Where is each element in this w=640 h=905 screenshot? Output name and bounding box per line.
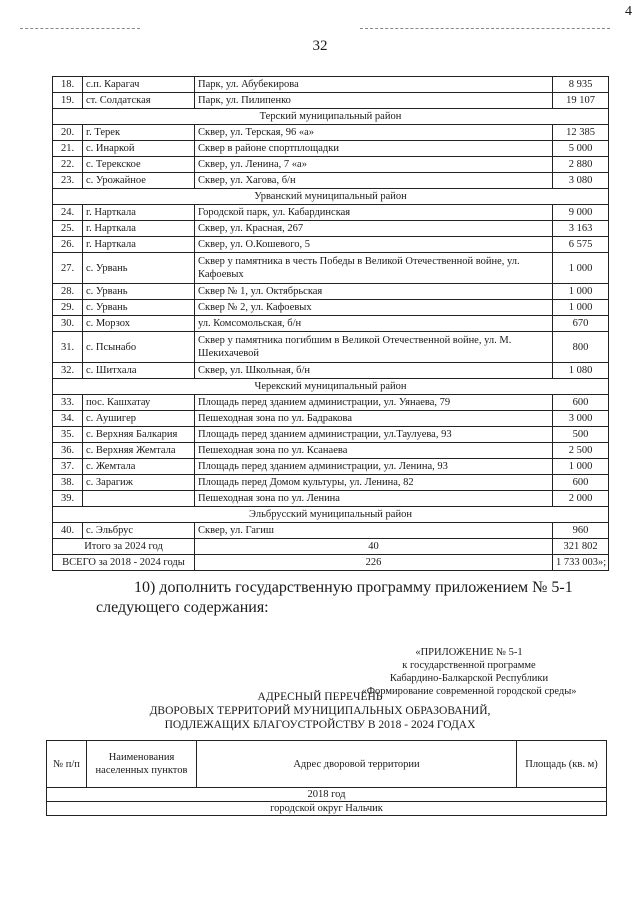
address-cell: Сквер, ул. О.Кошевого, 5 — [195, 237, 553, 253]
row-number: 19. — [53, 93, 83, 109]
address-cell: Сквер, ул. Ленина, 7 «а» — [195, 157, 553, 173]
year-label: 2018 год — [47, 788, 607, 802]
table-row — [53, 157, 609, 173]
address-cell: Сквер у памятника в честь Победы в Великой Отечественной войне, ул. Кафоевых — [195, 253, 553, 284]
row-number: 39. — [53, 491, 83, 507]
col-header-address: Адрес дворовой территории — [197, 741, 517, 788]
scan-artifact-line — [20, 28, 140, 29]
settlement-cell: с. Зарагиж — [83, 475, 195, 491]
settlement-cell: с. Жемтала — [83, 459, 195, 475]
area-cell: 3 000 — [553, 411, 609, 427]
area-cell: 3 080 — [553, 173, 609, 189]
address-cell: Сквер № 1, ул. Октябрьская — [195, 284, 553, 300]
row-number: 21. — [53, 141, 83, 157]
district-label: городской округ Нальчик — [47, 802, 607, 816]
address-cell: Пешеходная зона по ул. Ксанаева — [195, 443, 553, 459]
row-number: 35. — [53, 427, 83, 443]
address-cell: Сквер, ул. Школьная, б/н — [195, 363, 553, 379]
settlement-cell: г. Нарткала — [83, 205, 195, 221]
address-cell: Городской парк, ул. Кабардинская — [195, 205, 553, 221]
district-row — [53, 379, 609, 395]
area-cell: 600 — [553, 475, 609, 491]
total-count: 226 — [195, 555, 553, 571]
settlement-cell: с. Урвань — [83, 284, 195, 300]
area-cell: 9 000 — [553, 205, 609, 221]
area-cell: 500 — [553, 427, 609, 443]
area-cell: 600 — [553, 395, 609, 411]
area-cell: 1 000 — [553, 300, 609, 316]
row-number: 25. — [53, 221, 83, 237]
total-area: 321 802 — [553, 539, 609, 555]
row-number: 26. — [53, 237, 83, 253]
address-cell: Сквер, ул. Терская, 96 «а» — [195, 125, 553, 141]
title-line: ПОДЛЕЖАЩИХ БЛАГОУСТРОЙСТВУ В 2018 - 2024 ГОДАХ — [164, 719, 476, 731]
paragraph-line: следующего содержания: — [96, 599, 269, 616]
address-cell: Парк, ул. Абубекирова — [195, 77, 553, 93]
settlement-cell: с. Урожайное — [83, 173, 195, 189]
total-area: 1 733 003»; — [553, 555, 609, 571]
title-line: АДРЕСНЫЙ ПЕРЕЧЕНЬ — [257, 691, 383, 703]
table-row — [53, 173, 609, 189]
district-row — [53, 507, 609, 523]
settlement-cell: с. Верхняя Жемтала — [83, 443, 195, 459]
address-cell: Площадь перед Домом культуры, ул. Ленина, 82 — [195, 475, 553, 491]
table-row — [53, 475, 609, 491]
table-row — [53, 237, 609, 253]
settlement-cell: с.п. Карагач — [83, 77, 195, 93]
district-row — [47, 802, 607, 816]
appendix-line: Кабардино-Балкарской Республики — [389, 673, 549, 684]
area-cell: 2 880 — [553, 157, 609, 173]
total-label: Итого за 2024 год — [53, 539, 195, 555]
table-row — [53, 93, 609, 109]
corner-mark: 4 — [625, 4, 632, 19]
total-count: 40 — [195, 539, 553, 555]
row-number: 30. — [53, 316, 83, 332]
row-number: 18. — [53, 77, 83, 93]
area-cell: 2 500 — [553, 443, 609, 459]
table-row — [53, 459, 609, 475]
settlement-cell: г. Терек — [83, 125, 195, 141]
title-line: ДВОРОВЫХ ТЕРРИТОРИЙ МУНИЦИПАЛЬНЫХ ОБРАЗОВАНИЙ, — [149, 705, 491, 717]
row-number: 40. — [53, 523, 83, 539]
address-cell: Пешеходная зона по ул. Бадракова — [195, 411, 553, 427]
row-number: 27. — [53, 253, 83, 284]
table-row — [53, 523, 609, 539]
year-row — [47, 788, 607, 802]
row-number: 33. — [53, 395, 83, 411]
table-header-row — [47, 741, 607, 788]
table-row — [53, 363, 609, 379]
table-row — [53, 300, 609, 316]
appendix-line: «Формирование современной городской среды» — [361, 686, 577, 697]
area-cell: 670 — [553, 316, 609, 332]
total-label: ВСЕГО за 2018 - 2024 годы — [53, 555, 195, 571]
district-row — [53, 189, 609, 205]
district-title: Эльбрусский муниципальный район — [53, 507, 609, 523]
address-cell: Площадь перед зданием администрации, ул.Таулуева, 93 — [195, 427, 553, 443]
row-number: 37. — [53, 459, 83, 475]
area-cell: 12 385 — [553, 125, 609, 141]
row-number: 29. — [53, 300, 83, 316]
total-row — [53, 539, 609, 555]
col-header-no: № п/п — [47, 741, 87, 788]
address-cell: Площадь перед зданием администрации, ул. Уянаева, 79 — [195, 395, 553, 411]
settlement-cell: с. Эльбрус — [83, 523, 195, 539]
settlement-cell: с. Шитхала — [83, 363, 195, 379]
table-row — [53, 205, 609, 221]
settlement-cell: с. Инаркой — [83, 141, 195, 157]
settlement-cell: с. Псынабо — [83, 332, 195, 363]
district-title: Черекский муниципальный район — [53, 379, 609, 395]
area-cell: 960 — [553, 523, 609, 539]
address-cell: Сквер у памятника погибшим в Великой Отечественной войне, ул. М. Шекихачевой — [195, 332, 553, 363]
document-title — [120, 690, 520, 732]
address-cell: Сквер, ул. Гагиш — [195, 523, 553, 539]
row-number: 32. — [53, 363, 83, 379]
address-cell: Пешеходная зона по ул. Ленина — [195, 491, 553, 507]
row-number: 31. — [53, 332, 83, 363]
table-row — [53, 395, 609, 411]
area-cell: 19 107 — [553, 93, 609, 109]
appendix-line: «ПРИЛОЖЕНИЕ № 5-1 — [415, 647, 523, 658]
amendment-paragraph — [96, 578, 576, 618]
page-number: 32 — [312, 38, 328, 54]
table-row — [53, 332, 609, 363]
yards-table — [46, 740, 607, 816]
area-cell: 1 000 — [553, 284, 609, 300]
table-row — [53, 253, 609, 284]
area-cell: 6 575 — [553, 237, 609, 253]
district-row — [53, 109, 609, 125]
settlement-cell: г. Нарткала — [83, 237, 195, 253]
row-number: 24. — [53, 205, 83, 221]
row-number: 20. — [53, 125, 83, 141]
table-row — [53, 443, 609, 459]
district-title: Терский муниципальный район — [53, 109, 609, 125]
settlement-cell: с. Верхняя Балкария — [83, 427, 195, 443]
settlement-cell: с. Урвань — [83, 300, 195, 316]
settlement-cell: г. Нарткала — [83, 221, 195, 237]
address-cell: Сквер, ул. Хагова, б/н — [195, 173, 553, 189]
address-cell: Сквер № 2, ул. Кафоевых — [195, 300, 553, 316]
area-cell: 800 — [553, 332, 609, 363]
address-cell: Сквер, ул. Красная, 267 — [195, 221, 553, 237]
address-cell: Площадь перед зданием администрации, ул. Ленина, 93 — [195, 459, 553, 475]
table-row — [53, 316, 609, 332]
paragraph-line: 10) дополнить государственную программу приложением № 5-1 — [134, 579, 573, 596]
address-cell: Сквер в районе спортплощадки — [195, 141, 553, 157]
area-cell: 1 000 — [553, 459, 609, 475]
scan-artifact-line — [360, 28, 610, 29]
col-header-area: Площадь (кв. м) — [517, 741, 607, 788]
row-number: 34. — [53, 411, 83, 427]
area-cell: 1 000 — [553, 253, 609, 284]
area-cell: 3 163 — [553, 221, 609, 237]
table-row — [53, 77, 609, 93]
table-row — [53, 125, 609, 141]
row-number: 36. — [53, 443, 83, 459]
settlement-cell — [83, 491, 195, 507]
table-row — [53, 427, 609, 443]
table-row — [53, 491, 609, 507]
address-cell: Парк, ул. Пилипенко — [195, 93, 553, 109]
area-cell: 2 000 — [553, 491, 609, 507]
district-title: Урванский муниципальный район — [53, 189, 609, 205]
settlement-cell: с. Урвань — [83, 253, 195, 284]
area-cell: 8 935 — [553, 77, 609, 93]
row-number: 28. — [53, 284, 83, 300]
address-cell: ул. Комсомольская, б/н — [195, 316, 553, 332]
col-header-settlement: Наименования населенных пунктов — [87, 741, 197, 788]
total-row — [53, 555, 609, 571]
appendix-line: к государственной программе — [402, 660, 536, 671]
settlement-cell: пос. Кашхатау — [83, 395, 195, 411]
table-row — [53, 284, 609, 300]
settlement-cell: ст. Солдатская — [83, 93, 195, 109]
parks-table — [52, 76, 609, 571]
row-number: 38. — [53, 475, 83, 491]
table-row — [53, 221, 609, 237]
area-cell: 1 080 — [553, 363, 609, 379]
settlement-cell: с. Терекское — [83, 157, 195, 173]
settlement-cell: с. Морзох — [83, 316, 195, 332]
settlement-cell: с. Аушигер — [83, 411, 195, 427]
table-row — [53, 411, 609, 427]
row-number: 23. — [53, 173, 83, 189]
row-number: 22. — [53, 157, 83, 173]
area-cell: 5 000 — [553, 141, 609, 157]
table-row — [53, 141, 609, 157]
